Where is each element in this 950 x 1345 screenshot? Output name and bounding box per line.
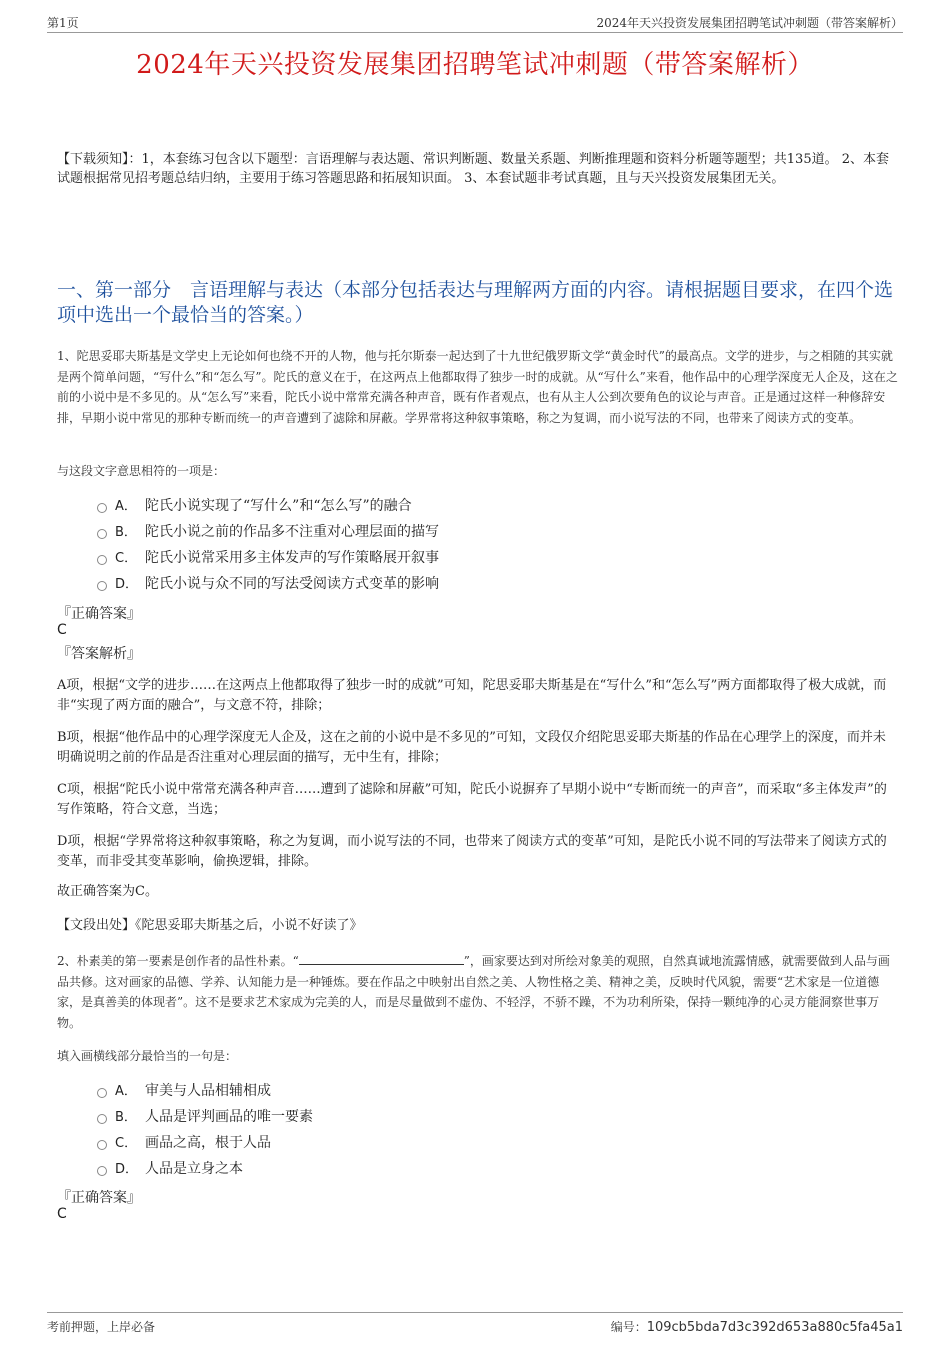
download-notice: 【下载须知】：1，本套练习包含以下题型：言语理解与表达题、常识判断题、数量关系题、判断推理题和资料分析题等题型；共135道。 2、本套试题根据常见招考题总结归纳，主要用于练习答题思路和拓展知识面。 3、本套试题非考试真题，且与天兴投资发展集团无关。 (57, 152, 889, 186)
radio-icon[interactable] (97, 1140, 107, 1150)
option-a[interactable]: A． 审美与人品相辅相成 (97, 1078, 313, 1104)
answer-value: C (57, 622, 67, 638)
option-a[interactable]: A． 陀氏小说实现了“写什么”和“怎么写”的融合 (97, 493, 439, 519)
question-1-text: 1、陀思妥耶夫斯基是文学史上无论如何也绕不开的人物，他与托尔斯泰一起达到了十九世纪俄罗斯文学“黄金时代”的最高点。文学的进步，与之相随的其实就是两个简单问题，“写什么”和“怎么写”。陀氏的意义在于，在这两点上他都取得了独步一时的成就。从“写什么”来看，他作品中的心理学深度无人企及，这在之前的小说中是不多见的。从“怎么写”来看，陀氏小说中常常充满各种声音，既有作者观点，也有从主人公到次要角色的议论与声音。正是通过这样一种修辞安排，早期小说中常见的那种专断而统一的声音遭到了滤除和屏蔽。学界常将这种叙事策略，称之为复调，而小说写法的不同，也带来了阅读方式的变革。 (57, 349, 898, 425)
analysis-a: A项，根据“文学的进步……在这两点上他都取得了独步一时的成就”可知，陀思妥耶夫斯基是在“写什么”和“怎么写”两方面都取得了极大成就，而非“实现了两方面的融合”，与文意不符，排除； (57, 678, 887, 713)
question-1-prompt: 与这段文字意思相符的一项是： (57, 464, 226, 478)
radio-icon[interactable] (97, 1088, 107, 1098)
source-note: 【文段出处】《陀思妥耶夫斯基之后，小说不好读了》 (57, 918, 363, 933)
footer-slogan: 考前押题，上岸必备 (47, 1320, 156, 1334)
radio-icon[interactable] (97, 555, 107, 565)
option-d[interactable]: D． 陀氏小说与众不同的写法受阅读方式变革的影响 (97, 571, 439, 597)
question-2-options (97, 1078, 313, 1182)
answer-label: 『正确答案』 (57, 1190, 141, 1206)
analysis-c: C项，根据“陀氏小说中常常充满各种声音……遭到了滤除和屏蔽”可知，陀氏小说摒弃了早期小说中“专断而统一的声音”，而采取“多主体发声”的写作策略，符合文意，当选； (57, 782, 887, 817)
answer-label: 『正确答案』 (57, 606, 141, 622)
page-number: 第1页 (47, 16, 79, 30)
footer-code: 编号：109cb5bda7d3c392d653a880c5fa45a1 (610, 1320, 903, 1335)
option-c[interactable]: C． 陀氏小说常采用多主体发声的写作策略展开叙事 (97, 545, 439, 571)
question-2-text: 2、朴素美的第一要素是创作者的品性朴素。“ ”，画家要达到对所绘对象美的观照，自然真诚地流露情感，就需要做到人品与画品共修。这对画家的品德、学养、认知能力是一种锤炼。要在作品之中映射出自然之美、人物性格之美、精神之美，反映时代风貌，需要“艺术家是一位道德家，是真善美的体现者”。这不是要求艺术家成为完美的人，而是尽量做到不虚伪、不轻浮，不骄不躁，不为功利所染，保持一颗纯净的心灵方能洞察世事万物。 (57, 954, 890, 1030)
header-doc-title: 2024年天兴投资发展集团招聘笔试冲刺题（带答案解析） (596, 16, 903, 30)
question-2-prompt: 填入画横线部分最恰当的一句是： (57, 1049, 238, 1063)
page-header (47, 12, 903, 33)
analysis-label: 『答案解析』 (57, 646, 141, 662)
analysis-b: B项，根据“他作品中的心理学深度无人企及，这在之前的小说中是不多见的”可知，文段仅介绍陀思妥耶夫斯基的作品在心理学上的深度，而并未明确说明之前的作品是否注重对心理层面的描写，无中生有，排除； (57, 730, 886, 765)
fill-blank (299, 952, 464, 965)
document-title: 2024年天兴投资发展集团招聘笔试冲刺题（带答案解析） (136, 50, 814, 80)
radio-icon[interactable] (97, 581, 107, 591)
analysis-d: D项，根据“学界常将这种叙事策略，称之为复调，而小说写法的不同，也带来了阅读方式的变革”可知，是陀氏小说不同的写法带来了阅读方式的变革，而非受其变革影响，偷换逻辑，排除。 (57, 834, 887, 869)
option-c[interactable]: C． 画品之高，根于人品 (97, 1130, 313, 1156)
radio-icon[interactable] (97, 1114, 107, 1124)
option-b[interactable]: B． 人品是评判画品的唯一要素 (97, 1104, 313, 1130)
radio-icon[interactable] (97, 529, 107, 539)
analysis-conclusion: 故正确答案为C。 (57, 884, 158, 899)
radio-icon[interactable] (97, 503, 107, 513)
section-heading: 一、第一部分 言语理解与表达（本部分包括表达与理解两方面的内容。请根据题目要求，在四个选项中选出一个最恰当的答案。） (57, 279, 894, 326)
radio-icon[interactable] (97, 1166, 107, 1176)
page-footer (47, 1312, 903, 1335)
option-d[interactable]: D． 人品是立身之本 (97, 1156, 313, 1182)
question-1-options (97, 493, 439, 597)
option-b[interactable]: B． 陀氏小说之前的作品多不注重对心理层面的描写 (97, 519, 439, 545)
answer-value: C (57, 1206, 67, 1222)
